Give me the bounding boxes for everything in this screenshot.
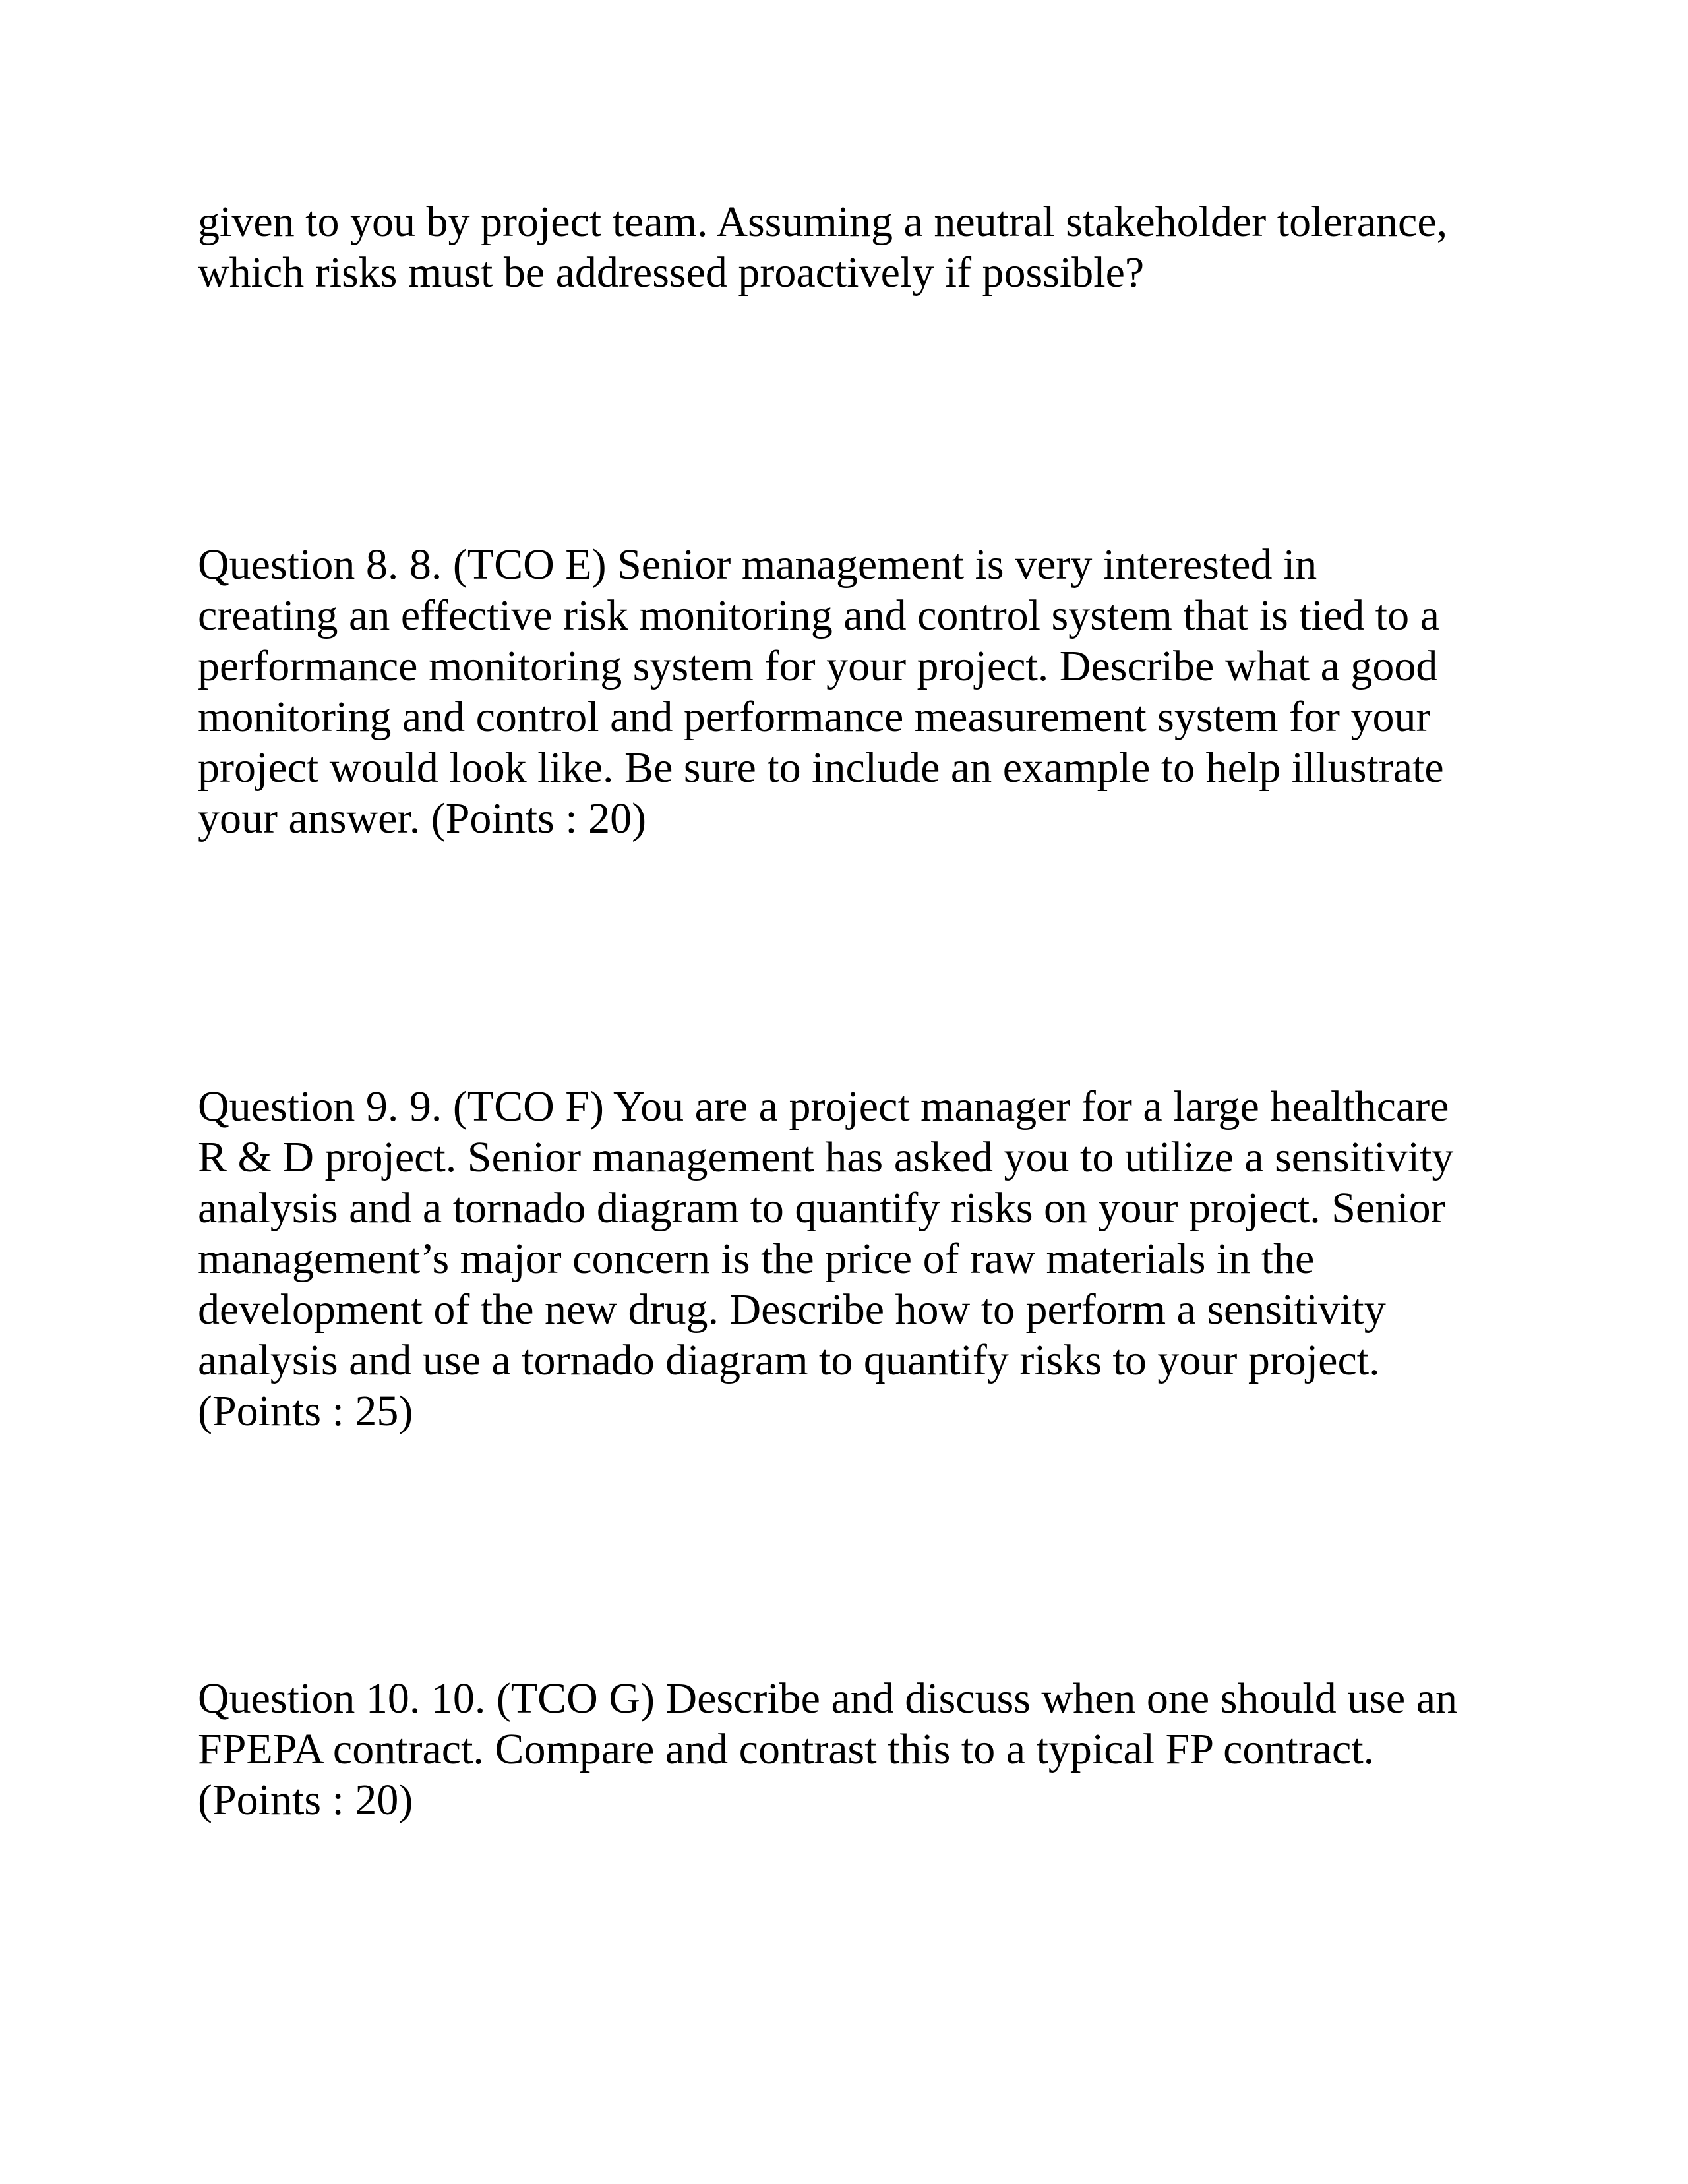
question-8 [198, 539, 1517, 844]
text-line: your answer. (Points : 20) [198, 794, 647, 842]
text-line: Question 8. 8. (TCO E) Senior management is very interested in [198, 541, 1317, 589]
text-line: analysis and a tornado diagram to quantify risks on your project. Senior [198, 1184, 1445, 1232]
text-line: (Points : 20) [198, 1776, 413, 1824]
question-7-continuation [198, 196, 1517, 298]
text-line: performance monitoring system for your project. Describe what a good [198, 642, 1438, 690]
text-line: Question 9. 9. (TCO F) You are a project manager for a large healthcare [198, 1082, 1449, 1131]
text-line: given to you by project team. Assuming a neutral stakeholder tolerance, [198, 198, 1448, 246]
text-line: management’s major concern is the price of raw materials in the [198, 1235, 1315, 1283]
text-line: R & D project. Senior management has asked you to utilize a sensitivity [198, 1133, 1454, 1181]
text-line: project would look like. Be sure to include an example to help illustrate [198, 744, 1444, 792]
text-line: creating an effective risk monitoring and control system that is tied to a [198, 591, 1439, 639]
question-9 [198, 1081, 1517, 1436]
text-line: monitoring and control and performance measurement system for your [198, 693, 1431, 741]
text-line: FPEPA contract. Compare and contrast this to a typical FP contract. [198, 1725, 1375, 1773]
question-10 [198, 1673, 1517, 1825]
text-line: (Points : 25) [198, 1387, 413, 1435]
text-line: which risks must be addressed proactively if possible? [198, 249, 1145, 297]
text-line: Question 10. 10. (TCO G) Describe and discuss when one should use an [198, 1674, 1458, 1723]
text-line: analysis and use a tornado diagram to quantify risks to your project. [198, 1336, 1380, 1384]
text-line: development of the new drug. Describe how to perform a sensitivity [198, 1285, 1386, 1334]
